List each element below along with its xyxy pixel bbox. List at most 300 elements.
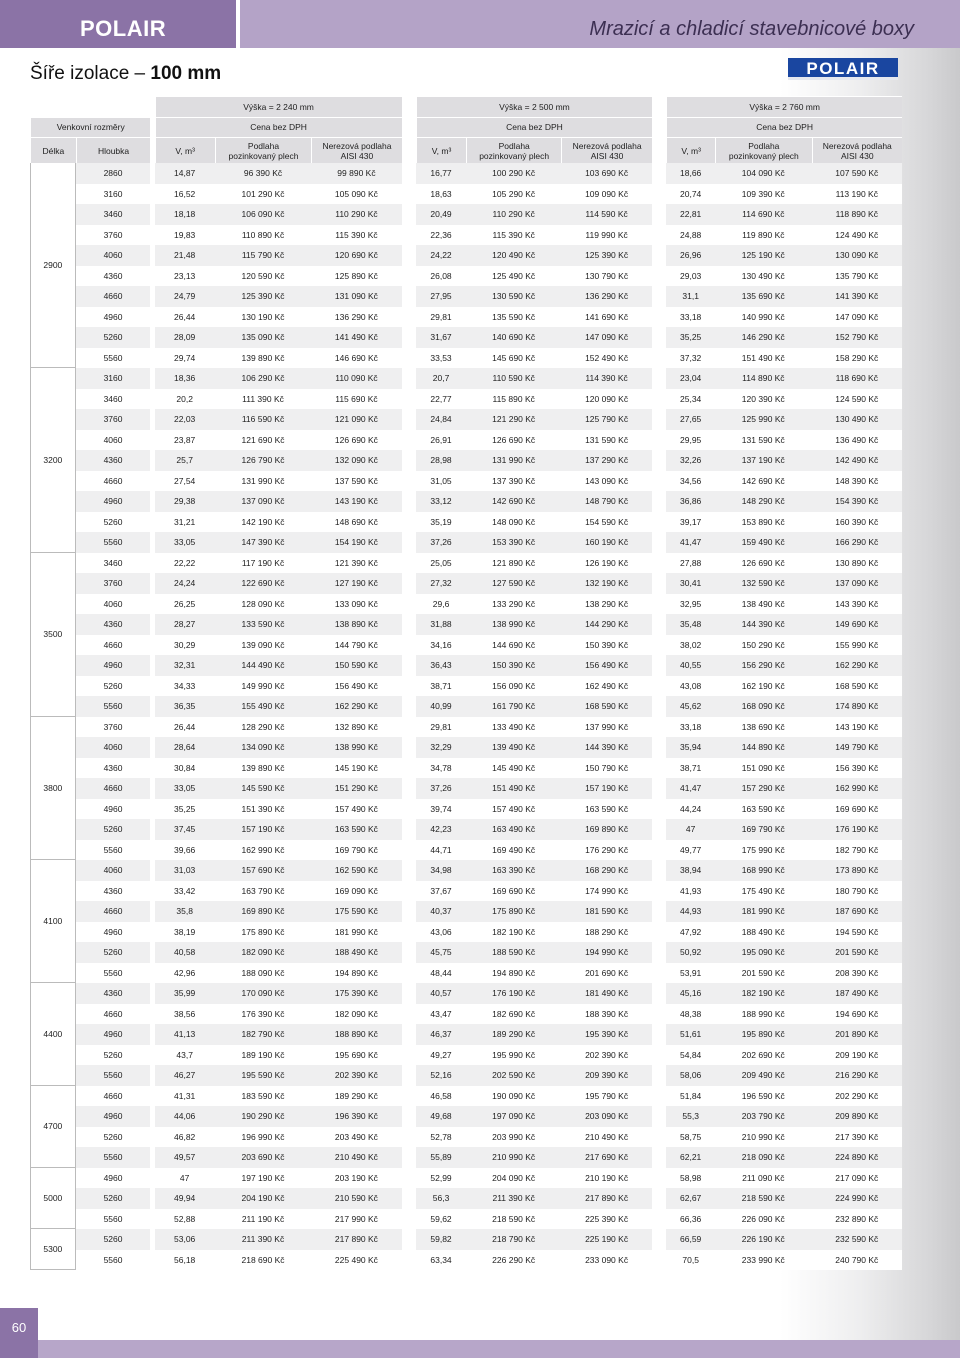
column-gap [652, 1106, 667, 1127]
table-row [30, 922, 902, 943]
column-gap [402, 922, 417, 943]
price-stainless-cell: 154 190 Kč [311, 532, 401, 553]
price-stainless-cell: 121 090 Kč [311, 409, 401, 430]
price-galvanized-cell: 159 490 Kč [715, 532, 812, 553]
price-stainless-cell: 115 390 Kč [311, 225, 401, 246]
column-gap [402, 942, 417, 963]
depth-cell: 4360 [76, 983, 151, 1004]
table-row [30, 901, 902, 922]
price-galvanized-cell: 209 490 Kč [715, 1065, 812, 1086]
price-stainless-cell: 130 890 Kč [812, 553, 902, 574]
column-gap [652, 1004, 667, 1025]
volume-cell: 31,21 [155, 512, 215, 533]
price-stainless-cell: 217 890 Kč [561, 1188, 651, 1209]
depth-cell: 5560 [76, 840, 151, 861]
table-row [30, 1024, 902, 1045]
volume-cell: 20,49 [416, 204, 466, 225]
outer-dimensions-header: Venkovní rozměry [30, 117, 150, 138]
volume-cell: 51,61 [666, 1024, 715, 1045]
volume-cell: 38,71 [666, 758, 715, 779]
price-galvanized-cell: 163 390 Kč [466, 860, 561, 881]
volume-cell: 30,41 [666, 573, 715, 594]
floor-header-line: AISI 430 [340, 150, 374, 161]
volume-cell: 45,62 [666, 696, 715, 717]
table-row [30, 204, 902, 225]
price-galvanized-cell: 140 990 Kč [715, 307, 812, 328]
price-stainless-cell: 217 890 Kč [311, 1229, 401, 1250]
price-galvanized-cell: 134 090 Kč [215, 737, 312, 758]
price-galvanized-cell: 125 490 Kč [466, 266, 561, 287]
depth-cell: 4660 [76, 635, 151, 656]
depth-cell: 3760 [76, 409, 151, 430]
depth-cell: 5560 [76, 348, 151, 369]
volume-cell: 18,36 [155, 368, 215, 389]
price-galvanized-cell: 131 990 Kč [215, 471, 312, 492]
depth-cell: 5560 [76, 1065, 151, 1086]
price-galvanized-cell: 101 290 Kč [215, 184, 312, 205]
volume-cell: 58,75 [666, 1127, 715, 1148]
column-gap [402, 491, 417, 512]
volume-cell: 41,93 [666, 881, 715, 902]
price-galvanized-cell: 157 690 Kč [215, 860, 312, 881]
price-galvanized-cell: 150 390 Kč [466, 655, 561, 676]
column-gap [402, 1086, 417, 1107]
price-galvanized-cell: 117 190 Kč [215, 553, 312, 574]
price-header: Cena bez DPH [666, 117, 902, 138]
price-galvanized-cell: 218 090 Kč [715, 1147, 812, 1168]
column-gap [652, 594, 667, 615]
column-gap [652, 573, 667, 594]
depth-cell: 5260 [76, 942, 151, 963]
price-stainless-cell: 202 390 Kč [561, 1045, 651, 1066]
price-galvanized-cell: 170 090 Kč [215, 983, 312, 1004]
price-galvanized-cell: 203 790 Kč [715, 1106, 812, 1127]
price-galvanized-cell: 183 590 Kč [215, 1086, 312, 1107]
price-galvanized-cell: 135 590 Kč [466, 307, 561, 328]
volume-cell: 34,78 [416, 758, 466, 779]
price-stainless-cell: 114 390 Kč [561, 368, 651, 389]
depth-cell: 4960 [76, 491, 151, 512]
volume-cell: 46,27 [155, 1065, 215, 1086]
volume-cell: 31,1 [666, 286, 715, 307]
volume-cell: 55,3 [666, 1106, 715, 1127]
volume-cell: 26,96 [666, 245, 715, 266]
depth-cell: 4660 [76, 778, 151, 799]
column-gap [402, 348, 417, 369]
price-stainless-cell: 103 690 Kč [561, 163, 651, 184]
price-galvanized-cell: 135 690 Kč [715, 286, 812, 307]
price-stainless-cell: 144 790 Kč [311, 635, 401, 656]
depth-cell: 5560 [76, 963, 151, 984]
price-stainless-cell: 133 090 Kč [311, 594, 401, 615]
volume-cell: 35,8 [155, 901, 215, 922]
price-stainless-cell: 188 390 Kč [561, 1004, 651, 1025]
volume-cell: 53,06 [155, 1229, 215, 1250]
column-gap [402, 409, 417, 430]
volume-cell: 33,12 [416, 491, 466, 512]
volume-cell: 28,64 [155, 737, 215, 758]
column-gap [652, 512, 667, 533]
column-gap [652, 491, 667, 512]
price-galvanized-cell: 188 090 Kč [215, 963, 312, 984]
price-stainless-cell: 217 390 Kč [812, 1127, 902, 1148]
price-galvanized-cell: 111 390 Kč [215, 389, 312, 410]
table-row [30, 286, 902, 307]
price-galvanized-cell: 104 090 Kč [715, 163, 812, 184]
depth-cell: 5260 [76, 327, 151, 348]
price-stainless-cell: 143 090 Kč [561, 471, 651, 492]
price-stainless-cell: 148 790 Kč [561, 491, 651, 512]
price-stainless-cell: 121 390 Kč [311, 553, 401, 574]
table-row [30, 266, 902, 287]
price-stainless-cell: 130 490 Kč [812, 409, 902, 430]
table-row [30, 1229, 902, 1250]
table-row [30, 942, 902, 963]
price-galvanized-cell: 169 890 Kč [215, 901, 312, 922]
price-galvanized-cell: 176 390 Kč [215, 1004, 312, 1025]
price-stainless-cell: 137 090 Kč [812, 573, 902, 594]
volume-cell: 29,81 [416, 717, 466, 738]
price-galvanized-cell: 105 290 Kč [466, 184, 561, 205]
column-gap [652, 137, 667, 163]
price-galvanized-cell: 147 390 Kč [215, 532, 312, 553]
price-stainless-cell: 225 490 Kč [311, 1250, 401, 1271]
price-stainless-cell: 224 890 Kč [812, 1147, 902, 1168]
volume-cell: 26,44 [155, 717, 215, 738]
price-galvanized-cell: 106 090 Kč [215, 204, 312, 225]
column-gap [402, 819, 417, 840]
floor-header-line: pozinkovaný plech [228, 150, 299, 161]
price-galvanized-cell: 168 990 Kč [715, 860, 812, 881]
depth-cell: 3160 [76, 368, 151, 389]
price-stainless-cell: 156 490 Kč [561, 655, 651, 676]
price-stainless-cell: 158 290 Kč [812, 348, 902, 369]
volume-cell: 33,42 [155, 881, 215, 902]
volume-cell: 26,44 [155, 307, 215, 328]
price-stainless-cell: 187 690 Kč [812, 901, 902, 922]
column-gap [652, 225, 667, 246]
price-stainless-cell: 232 590 Kč [812, 1229, 902, 1250]
price-stainless-cell: 124 590 Kč [812, 389, 902, 410]
price-galvanized-cell: 138 690 Kč [715, 717, 812, 738]
price-galvanized-cell: 106 290 Kč [215, 368, 312, 389]
price-galvanized-cell: 195 890 Kč [715, 1024, 812, 1045]
price-stainless-cell: 146 690 Kč [311, 348, 401, 369]
price-galvanized-cell: 120 490 Kč [466, 245, 561, 266]
price-galvanized-cell: 130 190 Kč [215, 307, 312, 328]
table-row [30, 758, 902, 779]
volume-cell: 46,37 [416, 1024, 466, 1045]
volume-cell: 35,99 [155, 983, 215, 1004]
column-gap [652, 819, 667, 840]
price-stainless-cell: 182 090 Kč [311, 1004, 401, 1025]
floor-header-line: AISI 430 [590, 150, 624, 161]
header-row-price [30, 117, 902, 138]
volume-cell: 18,63 [416, 184, 466, 205]
volume-cell: 31,88 [416, 614, 466, 635]
price-galvanized-cell: 151 490 Kč [466, 778, 561, 799]
column-gap [652, 655, 667, 676]
volume-cell: 56,18 [155, 1250, 215, 1271]
price-stainless-cell: 147 090 Kč [561, 327, 651, 348]
volume-cell: 44,71 [416, 840, 466, 861]
price-galvanized-cell: 188 490 Kč [715, 922, 812, 943]
column-gap [402, 450, 417, 471]
volume-cell: 26,25 [155, 594, 215, 615]
volume-cell: 24,88 [666, 225, 715, 246]
column-gap [402, 696, 417, 717]
price-header: Cena bez DPH [155, 117, 402, 138]
table-row [30, 348, 902, 369]
volume-cell: 22,36 [416, 225, 466, 246]
column-gap [652, 286, 667, 307]
depth-cell: 5260 [76, 1127, 151, 1148]
price-stainless-cell: 180 790 Kč [812, 881, 902, 902]
volume-cell: 33,05 [155, 532, 215, 553]
price-galvanized-cell: 197 090 Kč [466, 1106, 561, 1127]
price-stainless-cell: 126 190 Kč [561, 553, 651, 574]
price-stainless-cell: 150 390 Kč [561, 635, 651, 656]
volume-cell: 24,79 [155, 286, 215, 307]
volume-cell: 20,7 [416, 368, 466, 389]
price-stainless-cell: 217 090 Kč [812, 1168, 902, 1189]
price-galvanized-cell: 181 990 Kč [715, 901, 812, 922]
column-gap [652, 368, 667, 389]
price-stainless-cell: 194 990 Kč [561, 942, 651, 963]
price-stainless-cell: 201 590 Kč [812, 942, 902, 963]
volume-cell: 29,81 [416, 307, 466, 328]
volume-cell: 48,38 [666, 1004, 715, 1025]
price-galvanized-cell: 202 690 Kč [715, 1045, 812, 1066]
depth-cell: 3760 [76, 573, 151, 594]
volume-cell: 27,95 [416, 286, 466, 307]
depth-cell: 4960 [76, 922, 151, 943]
volume-cell: 34,56 [666, 471, 715, 492]
price-stainless-cell: 166 290 Kč [812, 532, 902, 553]
stainless-floor-header [311, 137, 401, 163]
price-stainless-cell: 168 290 Kč [561, 860, 651, 881]
volume-cell: 22,03 [155, 409, 215, 430]
price-galvanized-cell: 153 890 Kč [715, 512, 812, 533]
price-galvanized-cell: 131 590 Kč [715, 430, 812, 451]
price-stainless-cell: 120 090 Kč [561, 389, 651, 410]
price-galvanized-cell: 182 790 Kč [215, 1024, 312, 1045]
price-stainless-cell: 174 890 Kč [812, 696, 902, 717]
price-stainless-cell: 181 590 Kč [561, 901, 651, 922]
table-row [30, 1106, 902, 1127]
volume-cell: 31,03 [155, 860, 215, 881]
price-galvanized-cell: 148 090 Kč [466, 512, 561, 533]
table-row [30, 1209, 902, 1230]
price-galvanized-cell: 201 590 Kč [715, 963, 812, 984]
column-gap [402, 266, 417, 287]
column-gap [402, 1045, 417, 1066]
price-stainless-cell: 189 290 Kč [311, 1086, 401, 1107]
footer-stripe [38, 1340, 960, 1358]
volume-cell: 25,34 [666, 389, 715, 410]
price-galvanized-cell: 161 790 Kč [466, 696, 561, 717]
price-galvanized-cell: 122 690 Kč [215, 573, 312, 594]
top-bar [0, 0, 960, 48]
price-stainless-cell: 150 790 Kč [561, 758, 651, 779]
volume-cell: 14,87 [155, 163, 215, 184]
column-gap [652, 553, 667, 574]
price-stainless-cell: 160 190 Kč [561, 532, 651, 553]
price-stainless-cell: 210 490 Kč [561, 1127, 651, 1148]
price-stainless-cell: 130 090 Kč [812, 245, 902, 266]
volume-cell: 38,19 [155, 922, 215, 943]
volume-cell: 43,08 [666, 676, 715, 697]
price-stainless-cell: 143 190 Kč [311, 491, 401, 512]
volume-cell: 39,17 [666, 512, 715, 533]
price-galvanized-cell: 150 290 Kč [715, 635, 812, 656]
price-galvanized-cell: 135 090 Kč [215, 327, 312, 348]
volume-cell: 63,34 [416, 1250, 466, 1271]
table-row [30, 368, 902, 389]
column-gap [402, 983, 417, 1004]
price-stainless-cell: 209 890 Kč [812, 1106, 902, 1127]
volume-cell: 28,98 [416, 450, 466, 471]
depth-cell: 4360 [76, 614, 151, 635]
column-gap [402, 532, 417, 553]
price-galvanized-cell: 210 990 Kč [715, 1127, 812, 1148]
price-galvanized-cell: 156 090 Kč [466, 676, 561, 697]
price-galvanized-cell: 197 190 Kč [215, 1168, 312, 1189]
price-galvanized-cell: 125 990 Kč [715, 409, 812, 430]
depth-cell: 4960 [76, 1024, 151, 1045]
length-cell: 3200 [30, 368, 76, 553]
price-galvanized-cell: 145 690 Kč [466, 348, 561, 369]
price-stainless-cell: 217 990 Kč [311, 1209, 401, 1230]
volume-cell: 33,18 [666, 307, 715, 328]
depth-cell: 5260 [76, 819, 151, 840]
column-gap [652, 389, 667, 410]
column-gap [652, 676, 667, 697]
height-header: Výška = 2 240 mm [155, 96, 402, 117]
depth-cell: 5560 [76, 1209, 151, 1230]
length-header: Délka [30, 137, 76, 163]
price-galvanized-cell: 210 990 Kč [466, 1147, 561, 1168]
table-row [30, 1127, 902, 1148]
price-stainless-cell: 157 190 Kč [561, 778, 651, 799]
depth-cell: 3460 [76, 389, 151, 410]
column-gap [402, 368, 417, 389]
length-cell: 4700 [30, 1086, 76, 1168]
volume-cell: 56,3 [416, 1188, 466, 1209]
volume-cell: 27,65 [666, 409, 715, 430]
column-gap [652, 614, 667, 635]
volume-cell: 37,26 [416, 778, 466, 799]
depth-cell: 4960 [76, 655, 151, 676]
column-gap [652, 635, 667, 656]
column-gap [402, 1127, 417, 1148]
depth-cell: 4060 [76, 860, 151, 881]
table-row [30, 225, 902, 246]
header-row-height [30, 96, 902, 117]
column-gap [652, 245, 667, 266]
volume-cell: 52,99 [416, 1168, 466, 1189]
price-galvanized-cell: 130 490 Kč [715, 266, 812, 287]
price-galvanized-cell: 163 790 Kč [215, 881, 312, 902]
depth-cell: 3160 [76, 184, 151, 205]
price-stainless-cell: 162 490 Kč [561, 676, 651, 697]
volume-cell: 41,31 [155, 1086, 215, 1107]
price-stainless-cell: 210 590 Kč [311, 1188, 401, 1209]
volume-cell: 35,48 [666, 614, 715, 635]
volume-cell: 66,59 [666, 1229, 715, 1250]
depth-cell: 4660 [76, 1004, 151, 1025]
galvanized-floor-header [215, 137, 312, 163]
column-gap [402, 389, 417, 410]
price-galvanized-cell: 115 890 Kč [466, 389, 561, 410]
volume-cell: 49,94 [155, 1188, 215, 1209]
depth-cell: 4360 [76, 881, 151, 902]
price-galvanized-cell: 175 490 Kč [715, 881, 812, 902]
price-galvanized-cell: 157 290 Kč [715, 778, 812, 799]
column-gap [402, 553, 417, 574]
column-gap [402, 655, 417, 676]
price-stainless-cell: 141 390 Kč [812, 286, 902, 307]
price-stainless-cell: 125 890 Kč [311, 266, 401, 287]
volume-cell: 58,98 [666, 1168, 715, 1189]
depth-cell: 4360 [76, 450, 151, 471]
table-row [30, 532, 902, 553]
price-stainless-cell: 240 790 Kč [812, 1250, 902, 1271]
volume-cell: 28,27 [155, 614, 215, 635]
column-gap [652, 840, 667, 861]
column-gap [652, 942, 667, 963]
price-galvanized-cell: 137 390 Kč [466, 471, 561, 492]
column-gap [652, 922, 667, 943]
column-gap [402, 573, 417, 594]
price-galvanized-cell: 133 590 Kč [215, 614, 312, 635]
volume-cell: 35,25 [155, 799, 215, 820]
volume-cell: 38,94 [666, 860, 715, 881]
volume-cell: 18,18 [155, 204, 215, 225]
price-stainless-cell: 118 690 Kč [812, 368, 902, 389]
price-galvanized-cell: 169 790 Kč [715, 819, 812, 840]
price-galvanized-cell: 211 390 Kč [466, 1188, 561, 1209]
price-galvanized-cell: 163 590 Kč [715, 799, 812, 820]
price-galvanized-cell: 204 090 Kč [466, 1168, 561, 1189]
galvanized-floor-header [466, 137, 561, 163]
volume-cell: 32,26 [666, 450, 715, 471]
depth-cell: 3760 [76, 717, 151, 738]
price-galvanized-cell: 142 690 Kč [466, 491, 561, 512]
price-stainless-cell: 148 690 Kč [311, 512, 401, 533]
table-row [30, 594, 902, 615]
column-gap [402, 1168, 417, 1189]
height-header: Výška = 2 500 mm [416, 96, 652, 117]
price-stainless-cell: 132 890 Kč [311, 717, 401, 738]
price-stainless-cell: 202 290 Kč [812, 1086, 902, 1107]
volume-cell: 35,94 [666, 737, 715, 758]
price-stainless-cell: 156 390 Kč [812, 758, 902, 779]
price-stainless-cell: 162 290 Kč [311, 696, 401, 717]
length-cell: 5300 [30, 1229, 76, 1270]
price-galvanized-cell: 144 490 Kč [215, 655, 312, 676]
price-galvanized-cell: 226 290 Kč [466, 1250, 561, 1271]
floor-header-line: Nerezová podlaha [322, 140, 392, 151]
table-row [30, 737, 902, 758]
column-gap [402, 430, 417, 451]
volume-cell: 40,55 [666, 655, 715, 676]
volume-cell: 37,45 [155, 819, 215, 840]
volume-cell: 41,47 [666, 778, 715, 799]
price-stainless-cell: 163 590 Kč [561, 799, 651, 820]
price-galvanized-cell: 203 690 Kč [215, 1147, 312, 1168]
column-gap [652, 1127, 667, 1148]
